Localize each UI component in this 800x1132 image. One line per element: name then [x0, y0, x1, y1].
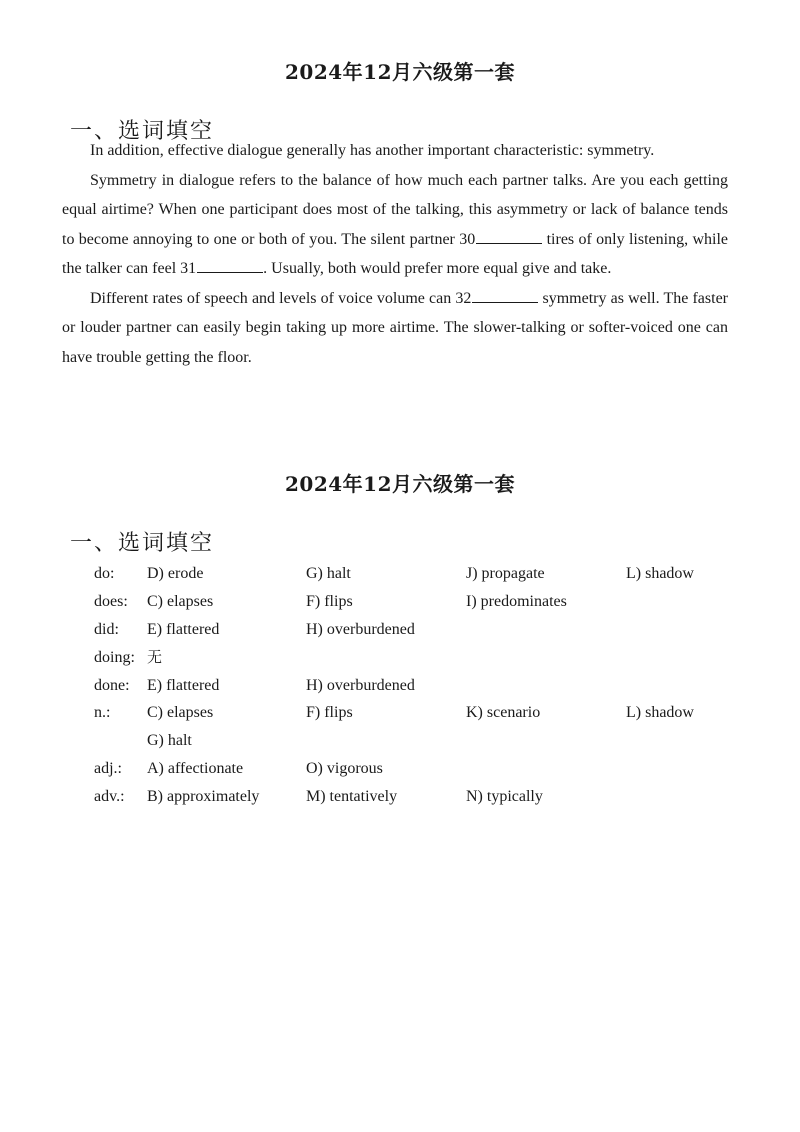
no-option: 无: [147, 647, 163, 666]
word-option: G) halt: [147, 732, 192, 750]
word-option: H) overburdened: [306, 676, 415, 694]
blank-32[interactable]: [472, 286, 538, 303]
word-option: G) halt: [306, 565, 351, 582]
row-label: n.:: [94, 704, 111, 722]
section-heading: 一、选词填空: [70, 119, 215, 144]
word-option: L) shadow: [626, 704, 694, 722]
word-option: L) shadow: [626, 565, 694, 582]
row-label: do:: [94, 565, 115, 582]
paragraph-3: [62, 284, 728, 373]
word-option: B) approximately: [147, 788, 260, 806]
paragraph-3-text-b: symmetry as well. The faster or louder partner can easily begin taking up more airtime. The slower-talking or softer-voiced one can have trouble getting the floor.: [62, 289, 729, 366]
section-heading-2: 一、选词填空: [70, 531, 215, 556]
word-option: K) scenario: [466, 704, 541, 722]
word-option: J) propagate: [466, 565, 545, 582]
row-label: done:: [94, 676, 130, 694]
word-option: F) flips: [306, 592, 353, 610]
word-option: C) elapses: [147, 592, 214, 610]
page-title-2: 2024年12月六级第一套: [285, 472, 515, 496]
row-label: adv.:: [94, 788, 125, 806]
word-option: F) flips: [306, 704, 353, 722]
paragraph-2-text-b: tires of only listening, while the talker can feel 31: [62, 230, 728, 277]
page-title: 2024年12月六级第一套: [285, 60, 515, 84]
paragraph-2-text-a: Symmetry in dialogue refers to the balance of how much each partner talks. Are you each getting equal airtime? When one participant does most of the talking, this asymmetry or lack of balance tends to become annoying to one or both of you. The silent partner 30: [62, 171, 728, 248]
paragraph-2: [62, 166, 728, 284]
word-option: I) predominates: [466, 592, 567, 610]
word-option: A) affectionate: [147, 760, 244, 778]
word-option: M) tentatively: [306, 788, 398, 806]
passage: [62, 136, 728, 372]
word-option: O) vigorous: [306, 760, 383, 778]
row-label: does:: [94, 592, 128, 610]
paragraph-3-text-a: Different rates of speech and levels of voice volume can 32: [90, 289, 472, 307]
word-option: C) elapses: [147, 704, 214, 722]
row-label: did:: [94, 620, 119, 638]
word-option: E) flattered: [147, 620, 220, 638]
word-option: D) erode: [147, 565, 204, 582]
row-label: doing:: [94, 648, 135, 666]
blank-31[interactable]: [197, 256, 263, 273]
paragraph-2-text-c: . Usually, both would prefer more equal give and take.: [263, 260, 612, 277]
blank-30[interactable]: [476, 227, 542, 244]
paragraph-1: In addition, effective dialogue generally has another important characteristic: symmetry.: [90, 142, 655, 159]
word-option: N) typically: [466, 788, 543, 806]
word-option: H) overburdened: [306, 620, 415, 638]
row-label: adj.:: [94, 760, 122, 778]
word-option: E) flattered: [147, 676, 220, 694]
